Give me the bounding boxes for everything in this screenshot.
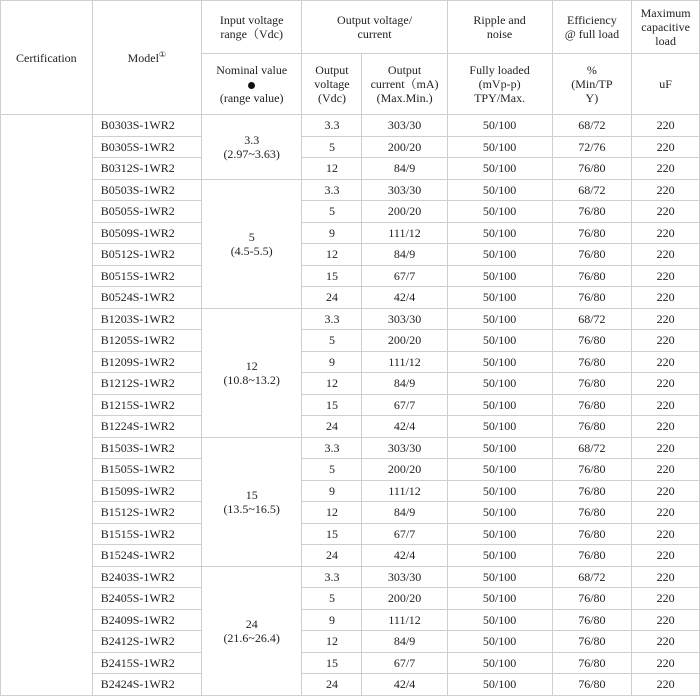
output-current-cell: 303/30 [362,308,447,330]
max-capacitive-cell: 220 [632,652,700,674]
efficiency-cell: 72/76 [552,136,632,158]
table-row [1,459,700,481]
output-current-cell: 84/9 [362,244,447,266]
ripple-noise-cell: 50/100 [447,351,552,373]
ripple-unit-line2: (mVp-p) [478,77,521,91]
model-cell: B1509S-1WR2 [92,480,201,502]
note-bullet-icon [248,82,255,89]
max-capacitive-cell: 220 [632,459,700,481]
efficiency-cell: 76/80 [552,394,632,416]
table-row [1,523,700,545]
output-header-line1: Output voltage/ [337,13,413,27]
efficiency-cell: 76/80 [552,652,632,674]
output-voltage-cell: 9 [302,480,362,502]
ripple-unit-line3: TPY/Max. [474,91,526,105]
input-voltage-header-line2: range（Vdc) [220,27,283,41]
max-capacitive-header-line1: Maximum [640,6,691,20]
efficiency-cell: 76/80 [552,201,632,223]
table-row [1,115,700,137]
model-cell: B1209S-1WR2 [92,351,201,373]
output-voltage-cell: 24 [302,545,362,567]
output-current-cell: 84/9 [362,373,447,395]
output-current-cell: 200/20 [362,588,447,610]
output-voltage-header [302,54,362,115]
max-capacitive-cell: 220 [632,351,700,373]
table-row [1,416,700,438]
output-voltage-line2: voltage [314,77,350,91]
ripple-noise-cell: 50/100 [447,158,552,180]
max-capacitive-cell: 220 [632,201,700,223]
output-voltage-cell: 12 [302,158,362,180]
output-current-cell: 111/12 [362,351,447,373]
max-capacitive-cell: 220 [632,545,700,567]
table-row [1,394,700,416]
output-current-cell: 67/7 [362,652,447,674]
max-capacitive-cell: 220 [632,330,700,352]
model-cell: B1203S-1WR2 [92,308,201,330]
model-cell: B0512S-1WR2 [92,244,201,266]
table-row [1,609,700,631]
efficiency-cell: 68/72 [552,179,632,201]
output-voltage-cell: 12 [302,373,362,395]
ripple-noise-cell: 50/100 [447,652,552,674]
output-current-cell: 84/9 [362,631,447,653]
output-current-cell: 200/20 [362,136,447,158]
table-row [1,566,700,588]
ripple-noise-cell: 50/100 [447,545,552,567]
output-voltage-cell: 5 [302,459,362,481]
efficiency-unit-line3: Y) [585,91,599,105]
ripple-noise-cell: 50/100 [447,244,552,266]
table-row [1,308,700,330]
efficiency-cell: 76/80 [552,416,632,438]
output-voltage-cell: 15 [302,523,362,545]
max-capacitive-cell: 220 [632,373,700,395]
max-capacitive-cell: 220 [632,674,700,696]
output-current-line2: current（mA) [370,77,439,91]
output-voltage-cell: 5 [302,330,362,352]
max-capacitive-cell: 220 [632,179,700,201]
output-voltage-line1: Output [315,63,349,77]
table-row [1,287,700,309]
output-current-cell: 200/20 [362,201,447,223]
efficiency-cell: 76/80 [552,502,632,524]
input-voltage-cell [201,179,301,308]
ripple-noise-cell: 50/100 [447,502,552,524]
voltage-range: (21.6~26.4) [223,630,280,645]
output-current-cell: 67/7 [362,265,447,287]
input-voltage-cell [201,566,301,695]
max-capacitive-cell: 220 [632,588,700,610]
max-capacitive-cell: 220 [632,287,700,309]
output-current-cell: 67/7 [362,523,447,545]
model-cell: B2412S-1WR2 [92,631,201,653]
efficiency-cell: 76/80 [552,244,632,266]
output-current-cell: 303/30 [362,437,447,459]
efficiency-cell: 68/72 [552,437,632,459]
ripple-noise-cell: 50/100 [447,179,552,201]
output-current-cell: 84/9 [362,502,447,524]
output-current-cell: 42/4 [362,545,447,567]
ripple-header-line2: noise [486,27,513,41]
output-header [302,1,447,54]
output-current-cell: 303/30 [362,566,447,588]
output-current-cell: 111/12 [362,480,447,502]
model-cell: B1503S-1WR2 [92,437,201,459]
output-current-cell: 42/4 [362,287,447,309]
ripple-noise-cell: 50/100 [447,394,552,416]
voltage-range: (2.97~3.63) [223,146,280,161]
efficiency-cell: 76/80 [552,459,632,481]
ripple-noise-cell: 50/100 [447,588,552,610]
output-voltage-cell: 3.3 [302,437,362,459]
input-voltage-cell [201,437,301,566]
output-current-cell: 200/20 [362,459,447,481]
output-voltage-cell: 12 [302,502,362,524]
model-cell: B1224S-1WR2 [92,416,201,438]
voltage-range: (13.5~16.5) [223,501,280,516]
model-header [92,1,201,115]
nominal-voltage: 3.3 [244,132,260,147]
output-current-cell: 200/20 [362,330,447,352]
output-current-cell: 303/30 [362,115,447,137]
output-voltage-cell: 9 [302,222,362,244]
max-capacitive-cell: 220 [632,244,700,266]
efficiency-cell: 76/80 [552,480,632,502]
model-cell: B0509S-1WR2 [92,222,201,244]
output-current-cell: 67/7 [362,394,447,416]
output-current-cell: 111/12 [362,609,447,631]
model-cell: B1215S-1WR2 [92,394,201,416]
max-capacitive-cell: 220 [632,480,700,502]
max-capacitive-cell: 220 [632,265,700,287]
max-capacitive-cell: 220 [632,136,700,158]
table-row [1,652,700,674]
table-row [1,179,700,201]
efficiency-cell: 68/72 [552,115,632,137]
nominal-voltage: 12 [245,358,258,373]
output-voltage-cell: 15 [302,652,362,674]
max-capacitive-cell: 220 [632,437,700,459]
table-row [1,222,700,244]
output-current-cell: 111/12 [362,222,447,244]
certification-header: Certification [1,1,93,115]
table-row [1,545,700,567]
model-cell: B1515S-1WR2 [92,523,201,545]
table-row [1,201,700,223]
input-voltage-cell [201,308,301,437]
ripple-noise-cell: 50/100 [447,609,552,631]
ripple-header-line1: Ripple and [473,13,526,27]
model-cell: B2424S-1WR2 [92,674,201,696]
output-voltage-cell: 24 [302,287,362,309]
output-current-cell: 42/4 [362,416,447,438]
output-voltage-cell: 5 [302,201,362,223]
model-cell: B0305S-1WR2 [92,136,201,158]
max-capacitive-cell: 220 [632,609,700,631]
efficiency-cell: 76/80 [552,523,632,545]
efficiency-cell: 76/80 [552,351,632,373]
table-row [1,265,700,287]
max-capacitive-cell: 220 [632,631,700,653]
output-voltage-cell: 9 [302,609,362,631]
model-cell: B2415S-1WR2 [92,652,201,674]
output-current-cell: 84/9 [362,158,447,180]
table-row [1,588,700,610]
voltage-range: (10.8~13.2) [223,372,280,387]
table-row [1,244,700,266]
ripple-noise-cell: 50/100 [447,373,552,395]
ripple-noise-cell: 50/100 [447,287,552,309]
efficiency-header [552,1,632,54]
table-row [1,480,700,502]
ripple-noise-cell: 50/100 [447,416,552,438]
ripple-noise-cell: 50/100 [447,136,552,158]
ripple-noise-cell: 50/100 [447,566,552,588]
max-capacitive-header-line3: load [655,34,676,48]
model-cell: B0312S-1WR2 [92,158,201,180]
input-voltage-header-line1: Input voltage [219,13,284,27]
input-voltage-header [201,1,301,54]
output-voltage-cell: 9 [302,351,362,373]
efficiency-cell: 76/80 [552,265,632,287]
output-voltage-cell: 3.3 [302,115,362,137]
output-voltage-line3: (Vdc) [317,91,346,105]
certification-cell [1,115,93,696]
ripple-noise-cell: 50/100 [447,459,552,481]
max-capacitive-header-line2: capacitive [641,20,690,34]
ripple-noise-cell: 50/100 [447,265,552,287]
model-cell: B0303S-1WR2 [92,115,201,137]
voltage-range: (4.5-5.5) [230,243,273,258]
output-current-cell: 303/30 [362,179,447,201]
efficiency-unit-line2: (Min/TP [571,77,613,91]
ripple-noise-cell: 50/100 [447,523,552,545]
output-header-line2: current [357,27,392,41]
model-cell: B1505S-1WR2 [92,459,201,481]
output-voltage-cell: 5 [302,588,362,610]
table-row [1,373,700,395]
max-capacitive-cell: 220 [632,222,700,244]
ripple-header [447,1,552,54]
output-voltage-cell: 24 [302,416,362,438]
output-voltage-cell: 15 [302,265,362,287]
max-capacitive-cell: 220 [632,308,700,330]
ripple-noise-cell: 50/100 [447,201,552,223]
table-row [1,502,700,524]
output-voltage-cell: 24 [302,674,362,696]
model-cell: B0524S-1WR2 [92,287,201,309]
output-voltage-cell: 3.3 [302,566,362,588]
output-voltage-cell: 12 [302,631,362,653]
efficiency-unit-line1: % [586,63,597,77]
model-cell: B0503S-1WR2 [92,179,201,201]
range-value-label: (range value) [219,91,284,105]
max-capacitive-header [632,1,700,54]
ripple-noise-cell: 50/100 [447,437,552,459]
ripple-noise-cell: 50/100 [447,308,552,330]
efficiency-header-line1: Efficiency [566,13,617,27]
max-capacitive-cell: 220 [632,115,700,137]
ripple-noise-cell: 50/100 [447,330,552,352]
input-voltage-cell [201,115,301,180]
table-row [1,158,700,180]
output-voltage-cell: 15 [302,394,362,416]
model-cell: B2405S-1WR2 [92,588,201,610]
output-current-header [362,54,447,115]
max-capacitive-cell: 220 [632,416,700,438]
nominal-voltage: 5 [248,229,255,244]
table-row [1,437,700,459]
model-cell: B2409S-1WR2 [92,609,201,631]
max-capacitive-cell: 220 [632,502,700,524]
ripple-noise-cell: 50/100 [447,631,552,653]
model-footnote-mark: ① [158,49,167,59]
table-body [1,115,700,696]
table-row [1,674,700,696]
efficiency-cell: 76/80 [552,158,632,180]
ripple-noise-cell: 50/100 [447,674,552,696]
table-row [1,631,700,653]
efficiency-cell: 76/80 [552,674,632,696]
output-current-line3: (Max.Min.) [376,91,433,105]
output-current-line1: Output [387,63,422,77]
efficiency-cell: 68/72 [552,308,632,330]
model-cell: B1212S-1WR2 [92,373,201,395]
nominal-value-header [201,54,301,115]
efficiency-cell: 76/80 [552,330,632,352]
output-voltage-cell: 3.3 [302,179,362,201]
efficiency-cell: 76/80 [552,373,632,395]
max-capacitive-cell: 220 [632,394,700,416]
efficiency-cell: 76/80 [552,287,632,309]
efficiency-cell: 76/80 [552,631,632,653]
nominal-voltage: 15 [245,487,258,502]
efficiency-cell: 76/80 [552,609,632,631]
output-voltage-cell: 12 [302,244,362,266]
model-cell: B0505S-1WR2 [92,201,201,223]
max-capacitive-cell: 220 [632,566,700,588]
ripple-unit-header [447,54,552,115]
capacitive-unit-header: uF [632,54,700,115]
output-voltage-cell: 3.3 [302,308,362,330]
model-cell: B2403S-1WR2 [92,566,201,588]
nominal-value-label: Nominal value [216,63,288,77]
nominal-voltage: 24 [245,616,258,631]
ripple-noise-cell: 50/100 [447,222,552,244]
efficiency-header-line2: @ full load [564,27,620,41]
ripple-noise-cell: 50/100 [447,115,552,137]
efficiency-cell: 76/80 [552,588,632,610]
model-cell: B1524S-1WR2 [92,545,201,567]
output-voltage-cell: 5 [302,136,362,158]
table-row [1,351,700,373]
header-row-1 [1,1,700,54]
efficiency-cell: 76/80 [552,545,632,567]
model-cell: B1205S-1WR2 [92,330,201,352]
max-capacitive-cell: 220 [632,523,700,545]
efficiency-cell: 76/80 [552,222,632,244]
table-row [1,330,700,352]
output-current-cell: 42/4 [362,674,447,696]
ripple-noise-cell: 50/100 [447,480,552,502]
model-cell: B0515S-1WR2 [92,265,201,287]
model-header-label: Model [127,50,159,65]
efficiency-cell: 68/72 [552,566,632,588]
model-cell: B1512S-1WR2 [92,502,201,524]
table-row [1,136,700,158]
efficiency-unit-header [552,54,632,115]
max-capacitive-cell: 220 [632,158,700,180]
ripple-unit-line1: Fully loaded [469,63,530,77]
